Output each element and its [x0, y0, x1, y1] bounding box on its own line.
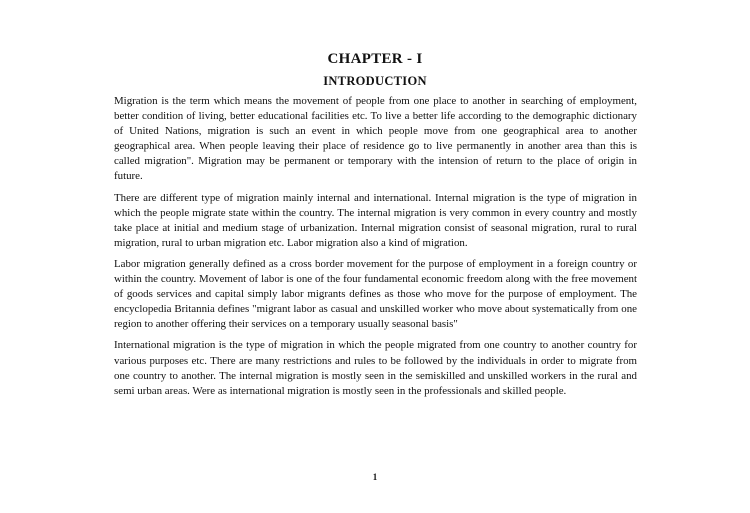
paragraph: Labor migration generally defined as a cross border movement for the purpose of employment in a foreign country or within the country. Movement of labor is one of the four fundamental economic freedom along with the free movement of goods services and capital simply labor migrants defines as those who move for the purpose of employment. The encyclopedia Britannia defines "migrant labor as casual and unskilled worker who move about systematically from one region to another offering their services on a temporary usually seasonal basis"	[114, 257, 637, 331]
paragraph: Migration is the term which means the movement of people from one place to another in searching of employment, better condition of living, better educational facilities etc. To live a better life according to the demographic dictionary of United Nations, migration is such an event in which people move from one geographical area to another geographical area. When people leaving their place of residence go to live permanently in another area than this is called migration". Migration may be permanent or temporary with the intension of return to the place of origin in future.	[114, 95, 637, 183]
chapter-title: CHAPTER - I	[327, 51, 423, 67]
page-number: 1	[372, 472, 378, 482]
body-text	[114, 94, 637, 405]
paragraph: There are different type of migration mainly internal and international. Internal migration is the type of migration in which the people migrate state within the country. The internal migration is very common in every country and mostly take place at initial and medium stage of urbanization. Internal migration consist of seasonal migration, rural to rural migration, rural to urban migration etc. Labor migration also a kind of migration.	[114, 191, 637, 249]
paragraph: International migration is the type of migration in which the people migrated from one country to another country for various purposes etc. There are many restrictions and rules to be followed by the individuals in order to migrate from one country to another. The internal migration is mostly seen in the semiskilled and unskilled workers in the rural and semi urban areas. Were as international migration is mostly seen in the professionals and skilled people.	[114, 339, 637, 397]
section-title: INTRODUCTION	[323, 74, 427, 88]
